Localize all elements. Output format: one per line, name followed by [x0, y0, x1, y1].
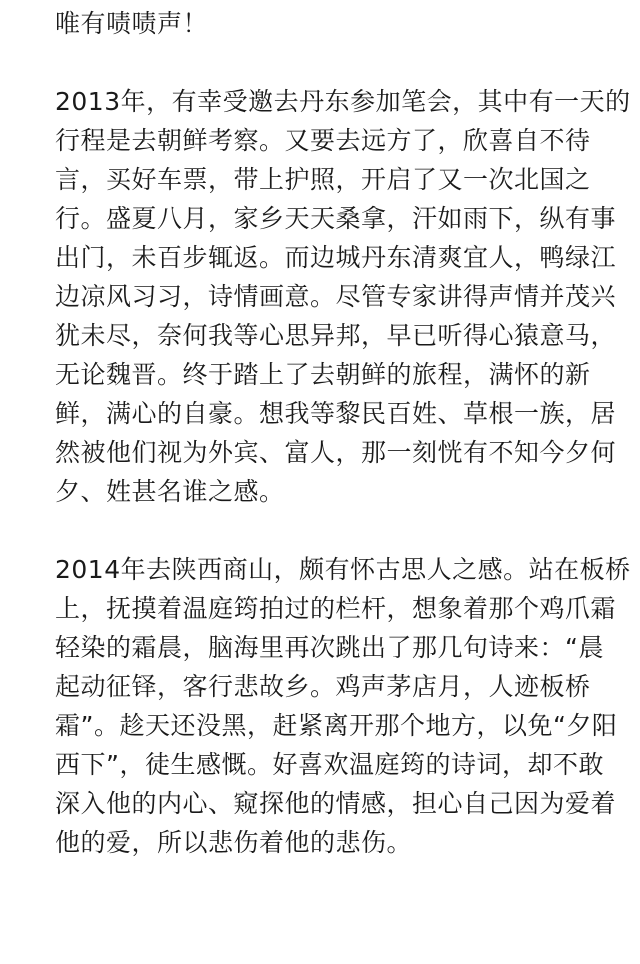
text-line: 深入他的内心、窥探他的情感，担心自己因为爱着: [55, 789, 617, 818]
text-line: 2014年去陕西商山，颇有怀古思人之感。站在板桥: [55, 555, 631, 584]
text-line: 行。盛夏八月，家乡天天桑拿，汗如雨下，纵有事: [55, 204, 617, 233]
text-line: 鲜，满心的自豪。想我等黎民百姓、草根一族，居: [55, 399, 617, 428]
text-line: 西下”，徒生感慨。好喜欢温庭筠的诗词，却不敢: [55, 750, 604, 779]
text-line: 轻染的霜晨，脑海里再次跳出了那几句诗来：“晨: [55, 633, 604, 662]
text-line: 行程是去朝鲜考察。又要去远方了，欣喜自不待: [55, 126, 591, 155]
text-line: 起动征铎，客行悲故乡。鸡声茅店月，人迹板桥: [55, 672, 591, 701]
paragraph-3: [55, 550, 631, 862]
text-line: 他的爱，所以悲伤着他的悲伤。: [55, 828, 413, 857]
text-line: 夕、姓甚名谁之感。: [55, 477, 285, 506]
article-body: [55, 0, 631, 862]
text-line: 无论魏晋。终于踏上了去朝鲜的旅程，满怀的新: [55, 360, 591, 389]
paragraph-1: [55, 4, 615, 43]
text-line: 唯有啧啧声！: [55, 9, 209, 38]
text-line: 出门，未百步辄返。而边城丹东清爽宜人，鸭绿江: [55, 243, 617, 272]
text-line: 上，抚摸着温庭筠拍过的栏杆，想象着那个鸡爪霜: [55, 594, 617, 623]
text-line: 犹未尽，奈何我等心思异邦，早已听得心猿意马，: [55, 321, 617, 350]
text-line: 霜”。趁天还没黑，赶紧离开那个地方，以免“夕阳: [55, 711, 618, 740]
text-line: 然被他们视为外宾、富人，那一刻恍有不知今夕何: [55, 438, 617, 467]
paragraph-2: [55, 82, 631, 511]
text-line: 2013年，有幸受邀去丹东参加笔会，其中有一天的: [55, 87, 631, 116]
text-line: 边凉风习习，诗情画意。尽管专家讲得声情并茂兴: [55, 282, 617, 311]
text-line: 言，买好车票，带上护照，开启了又一次北国之: [55, 165, 591, 194]
